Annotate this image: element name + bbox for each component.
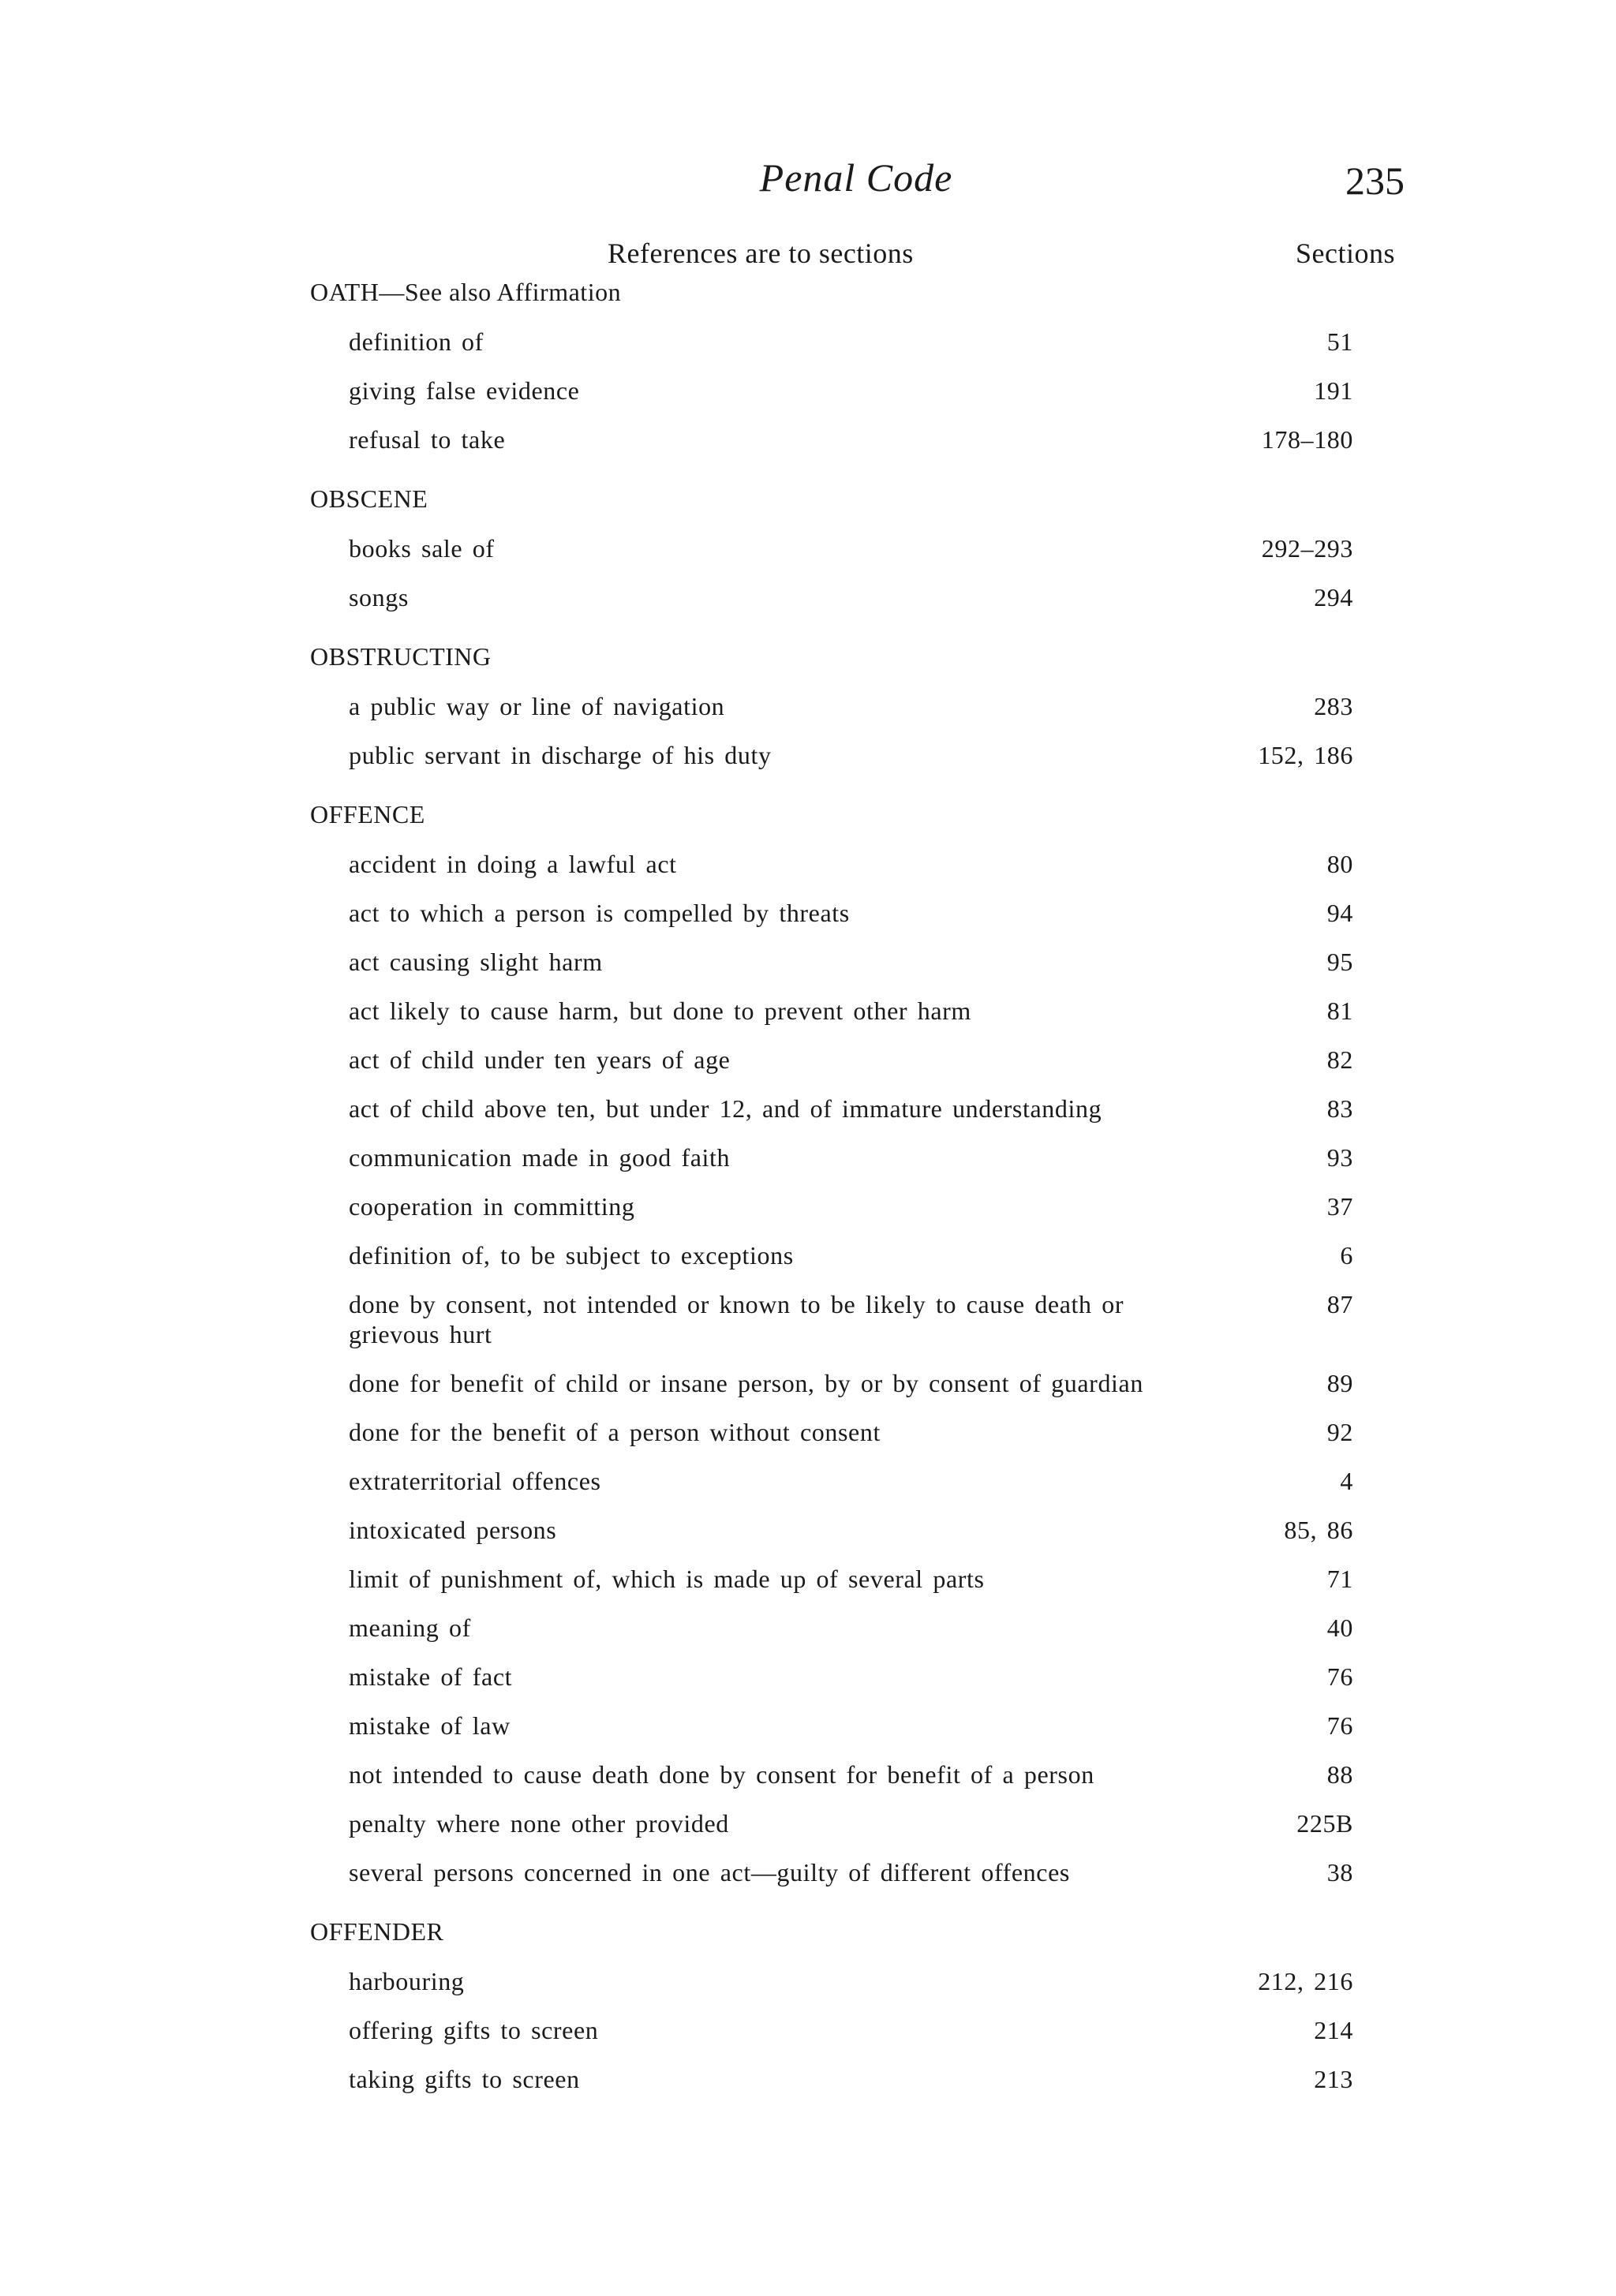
entry-label: act causing slight harm	[349, 948, 603, 976]
entry-label: songs	[349, 583, 409, 611]
entry-section-ref: 40	[1326, 1614, 1353, 1642]
index-entry	[310, 889, 1360, 938]
entry-section-ref: 37	[1326, 1192, 1353, 1221]
entry-label: giving false evidence	[349, 376, 580, 405]
entry-label: act likely to cause harm, but done to prevent other harm	[349, 997, 971, 1025]
entry-label: mistake of fact	[349, 1662, 513, 1691]
index-entry	[310, 938, 1360, 987]
entry-label: definition of, to be subject to exceptions	[349, 1241, 794, 1270]
index-heading: OATH—See also Affirmation	[310, 278, 622, 306]
entry-label: penalty where none other provided	[349, 1809, 729, 1838]
index-heading: OBSTRUCTING	[310, 642, 492, 671]
entry-label: public servant in discharge of his duty	[349, 741, 772, 769]
index-entry	[310, 2055, 1360, 2104]
entry-section-ref: 82	[1326, 1045, 1353, 1074]
entry-label: communication made in good faith	[349, 1143, 731, 1172]
entry-section-ref: 83	[1326, 1094, 1353, 1123]
index-entry	[310, 1604, 1360, 1653]
index-entry	[310, 1408, 1360, 1457]
entry-label: not intended to cause death done by consent for benefit of a person	[349, 1760, 1094, 1789]
entry-label: offering gifts to screen	[349, 2016, 599, 2044]
entry-section-ref: 213	[1314, 2065, 1353, 2093]
entry-section-ref: 80	[1326, 850, 1353, 878]
entry-section-ref: 89	[1326, 1369, 1353, 1397]
entry-section-ref: 87	[1326, 1290, 1353, 1318]
references-note: References are to sections	[608, 237, 914, 269]
entry-section-ref: 292–293	[1261, 534, 1353, 563]
index-group	[310, 276, 1360, 465]
index-group	[310, 1898, 1360, 2104]
index-entry	[310, 1134, 1360, 1183]
entry-section-ref: 214	[1314, 2016, 1353, 2044]
entry-label: definition of	[349, 327, 484, 356]
index-entry	[310, 1702, 1360, 1751]
entry-section-ref: 4	[1340, 1467, 1353, 1495]
entry-label: done for benefit of child or insane person, by or by consent of guardian	[349, 1369, 1143, 1397]
index-group	[310, 623, 1360, 780]
entry-section-ref: 95	[1326, 948, 1353, 976]
sections-column-label: Sections	[1296, 237, 1395, 269]
index-entry	[310, 1281, 1360, 1359]
entry-label: extraterritorial offences	[349, 1467, 601, 1495]
index-entry	[310, 1800, 1360, 1849]
index-entry	[310, 987, 1360, 1036]
entry-label: several persons concerned in one act—guilty of different offences	[349, 1858, 1070, 1887]
index-entry	[310, 1085, 1360, 1134]
entry-section-ref: 178–180	[1261, 425, 1353, 454]
index-entry	[310, 1958, 1360, 2006]
entry-section-ref: 152, 186	[1258, 741, 1353, 769]
entry-label: intoxicated persons	[349, 1516, 557, 1544]
entry-section-ref: 76	[1326, 1711, 1353, 1740]
entry-section-ref: 294	[1314, 583, 1353, 611]
page-number: 235	[1345, 159, 1405, 203]
index-entry	[310, 2006, 1360, 2055]
entry-section-ref: 94	[1326, 899, 1353, 927]
entry-section-ref: 6	[1340, 1241, 1353, 1270]
index-entry	[310, 682, 1360, 731]
entry-label: a public way or line of navigation	[349, 692, 725, 720]
entry-section-ref: 51	[1326, 327, 1353, 356]
entry-label: books sale of	[349, 534, 495, 563]
index-entry	[310, 1457, 1360, 1506]
entry-label: act of child under ten years of age	[349, 1045, 731, 1074]
entry-section-ref: 81	[1326, 997, 1353, 1025]
entry-label: act of child above ten, but under 12, and of immature understanding	[349, 1094, 1102, 1123]
index-group	[310, 780, 1360, 1898]
entry-label: mistake of law	[349, 1711, 511, 1740]
index-entry	[310, 1849, 1360, 1898]
index-entry	[310, 574, 1360, 623]
entry-section-ref: 93	[1326, 1143, 1353, 1172]
index-entry	[310, 416, 1360, 465]
index-heading: OBSCENE	[310, 484, 428, 513]
entry-section-ref: 76	[1326, 1662, 1353, 1691]
entry-section-ref: 212, 216	[1258, 1967, 1353, 1995]
index-entry	[310, 1506, 1360, 1555]
page-header	[0, 155, 1616, 210]
entry-label: cooperation in committing	[349, 1192, 635, 1221]
entry-label: refusal to take	[349, 425, 506, 454]
index-entry	[310, 525, 1360, 574]
index-list	[310, 276, 1360, 2104]
entry-section-ref: 225B	[1296, 1809, 1353, 1838]
index-entry	[310, 1653, 1360, 1702]
index-entry	[310, 1555, 1360, 1604]
page-title: Penal Code	[759, 155, 953, 200]
entry-section-ref: 283	[1314, 692, 1353, 720]
entry-label: done by consent, not intended or known to be likely to cause death or grievous hurt	[349, 1290, 1124, 1348]
index-entry	[310, 367, 1360, 416]
index-heading: OFFENCE	[310, 800, 425, 828]
index-group	[310, 465, 1360, 623]
index-entry	[310, 1183, 1360, 1232]
column-header	[0, 237, 1616, 276]
index-heading: OFFENDER	[310, 1917, 444, 1946]
entry-section-ref: 71	[1326, 1565, 1353, 1593]
entry-section-ref: 191	[1314, 376, 1353, 405]
index-entry	[310, 1232, 1360, 1281]
entry-label: meaning of	[349, 1614, 471, 1642]
index-entry	[310, 731, 1360, 780]
entry-section-ref: 92	[1326, 1418, 1353, 1446]
entry-section-ref: 85, 86	[1284, 1516, 1353, 1544]
index-entry	[310, 1036, 1360, 1085]
entry-label: harbouring	[349, 1967, 465, 1995]
index-entry	[310, 318, 1360, 367]
index-entry	[310, 1359, 1360, 1408]
entry-label: limit of punishment of, which is made up of several parts	[349, 1565, 985, 1593]
entry-section-ref: 88	[1326, 1760, 1353, 1789]
entry-label: taking gifts to screen	[349, 2065, 580, 2093]
entry-label: act to which a person is compelled by threats	[349, 899, 850, 927]
index-entry	[310, 840, 1360, 889]
index-entry	[310, 1751, 1360, 1800]
entry-section-ref: 38	[1326, 1858, 1353, 1887]
entry-label: accident in doing a lawful act	[349, 850, 677, 878]
entry-label: done for the benefit of a person without consent	[349, 1418, 881, 1446]
